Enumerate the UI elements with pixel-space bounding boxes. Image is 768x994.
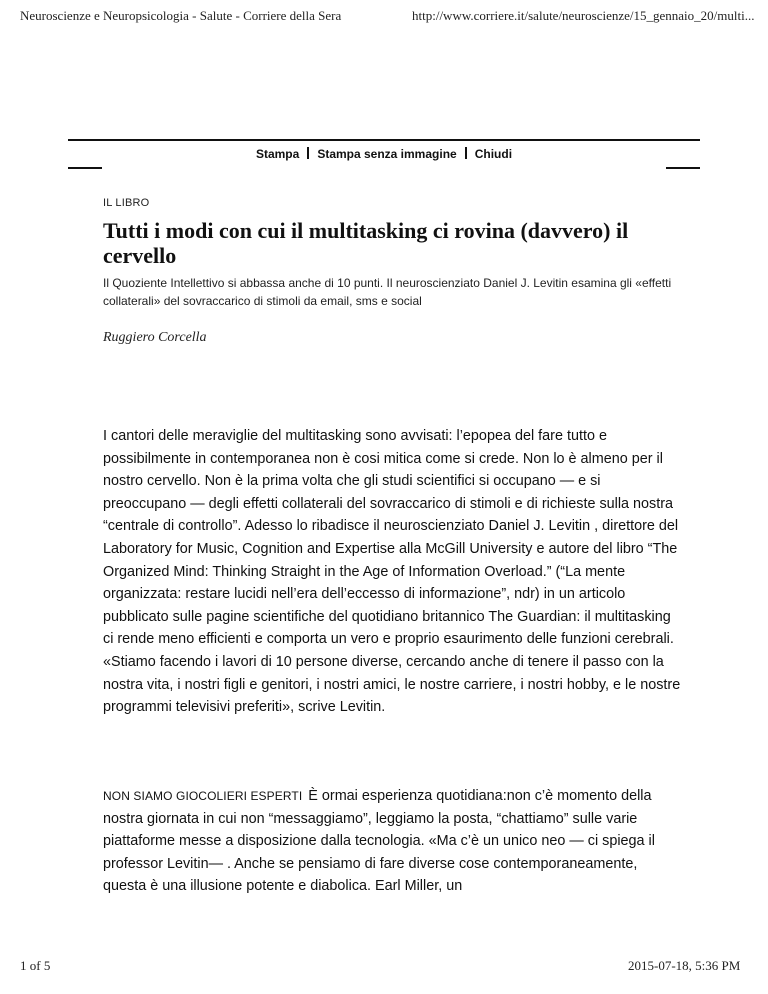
toolbar-separator [465, 147, 467, 159]
toolbar-bottom-rule-left [68, 167, 102, 169]
toolbar-top-rule [68, 139, 700, 141]
print-toolbar [68, 147, 700, 161]
close-link[interactable]: Chiudi [474, 147, 513, 161]
print-no-image-link[interactable]: Stampa senza immagine [317, 147, 457, 161]
section-heading: NON SIAMO GIOCOLIERI ESPERTI [103, 789, 303, 803]
article-paragraph-text: È ormai esperienza quotidiana:non c’è momento della nostra giornata in cui non “messaggiamo”, leggiamo la posta, “chattiamo” sulle varie piattaforme messe a disposizione dalla tecnologia. «Ma c’è un unico neo — ci spiega il professor Levitin— . Anche se pensiamo di fare diverse cose contemporaneamente, questa è una illusione potente e diabolica. Earl Miller, un [103, 788, 655, 895]
article-subtitle: Il Quoziente Intellettivo si abbassa anche di 10 punti. Il neuroscienziato Daniel J. Levitin esamina gli «effetti collaterali» del sovraccarico di stimoli da email, sms e social [103, 276, 672, 308]
print-footer-page-counter: 1 of 5 [20, 958, 51, 973]
toolbar-bottom-rule-right [666, 167, 700, 169]
article-paragraph: I cantori delle meraviglie del multitasking sono avvisati: l’epopea del fare tutto e possibilmente in contemporanea non è cosi mitica come si crede. Non lo è almeno per il nostro cervello. Non è la prima volta che gli studi scientifici si occupano — e si preoccupano — degli effetti collaterali del sovraccarico di stimoli e di richieste sulla nostra “centrale di controllo”. Adesso lo ribadisce il neuroscienziato Daniel J. Levitin , direttore del Laboratory for Music, Cognition and Expertise alla McGill University e autore del libro “The Organized Mind: Thinking Straight in the Age of Information Overload.” (“La mente organizzata: restare lucidi nell’era dell’eccesso di informazione”, ndr) in un articolo pubblicato sulle pagine scientifiche del quotidiano britannico The Guardian: il multitasking ci rende meno efficienti e comporta un vero e proprio esaurimento delle funzioni cerebrali. «Stiamo facendo i lavori di 10 persone diverse, cercando anche di tenere il passo con la nostra vita, i nostri figli e genitori, i nostri amici, le nostre carriere, i nostri hobby, e le nostre programmi televisivi preferiti», scrive Levitin. [103, 428, 681, 716]
print-link[interactable]: Stampa [255, 147, 300, 161]
article-title: Tutti i modi con cui il multitasking ci rovina (davvero) il cervello [103, 218, 629, 268]
toolbar-separator [307, 147, 309, 159]
article-kicker: IL LIBRO [103, 197, 150, 209]
print-header-url: http://www.corriere.it/salute/neuroscienze/15_gennaio_20/multi... [412, 8, 755, 23]
print-header-page-title: Neuroscienze e Neuropsicologia - Salute - Corriere della Sera [20, 8, 342, 23]
article-paragraph-section [103, 785, 683, 898]
print-footer-timestamp: 2015-07-18, 5:36 PM [628, 958, 741, 973]
article-author: Ruggiero Corcella [103, 330, 207, 345]
